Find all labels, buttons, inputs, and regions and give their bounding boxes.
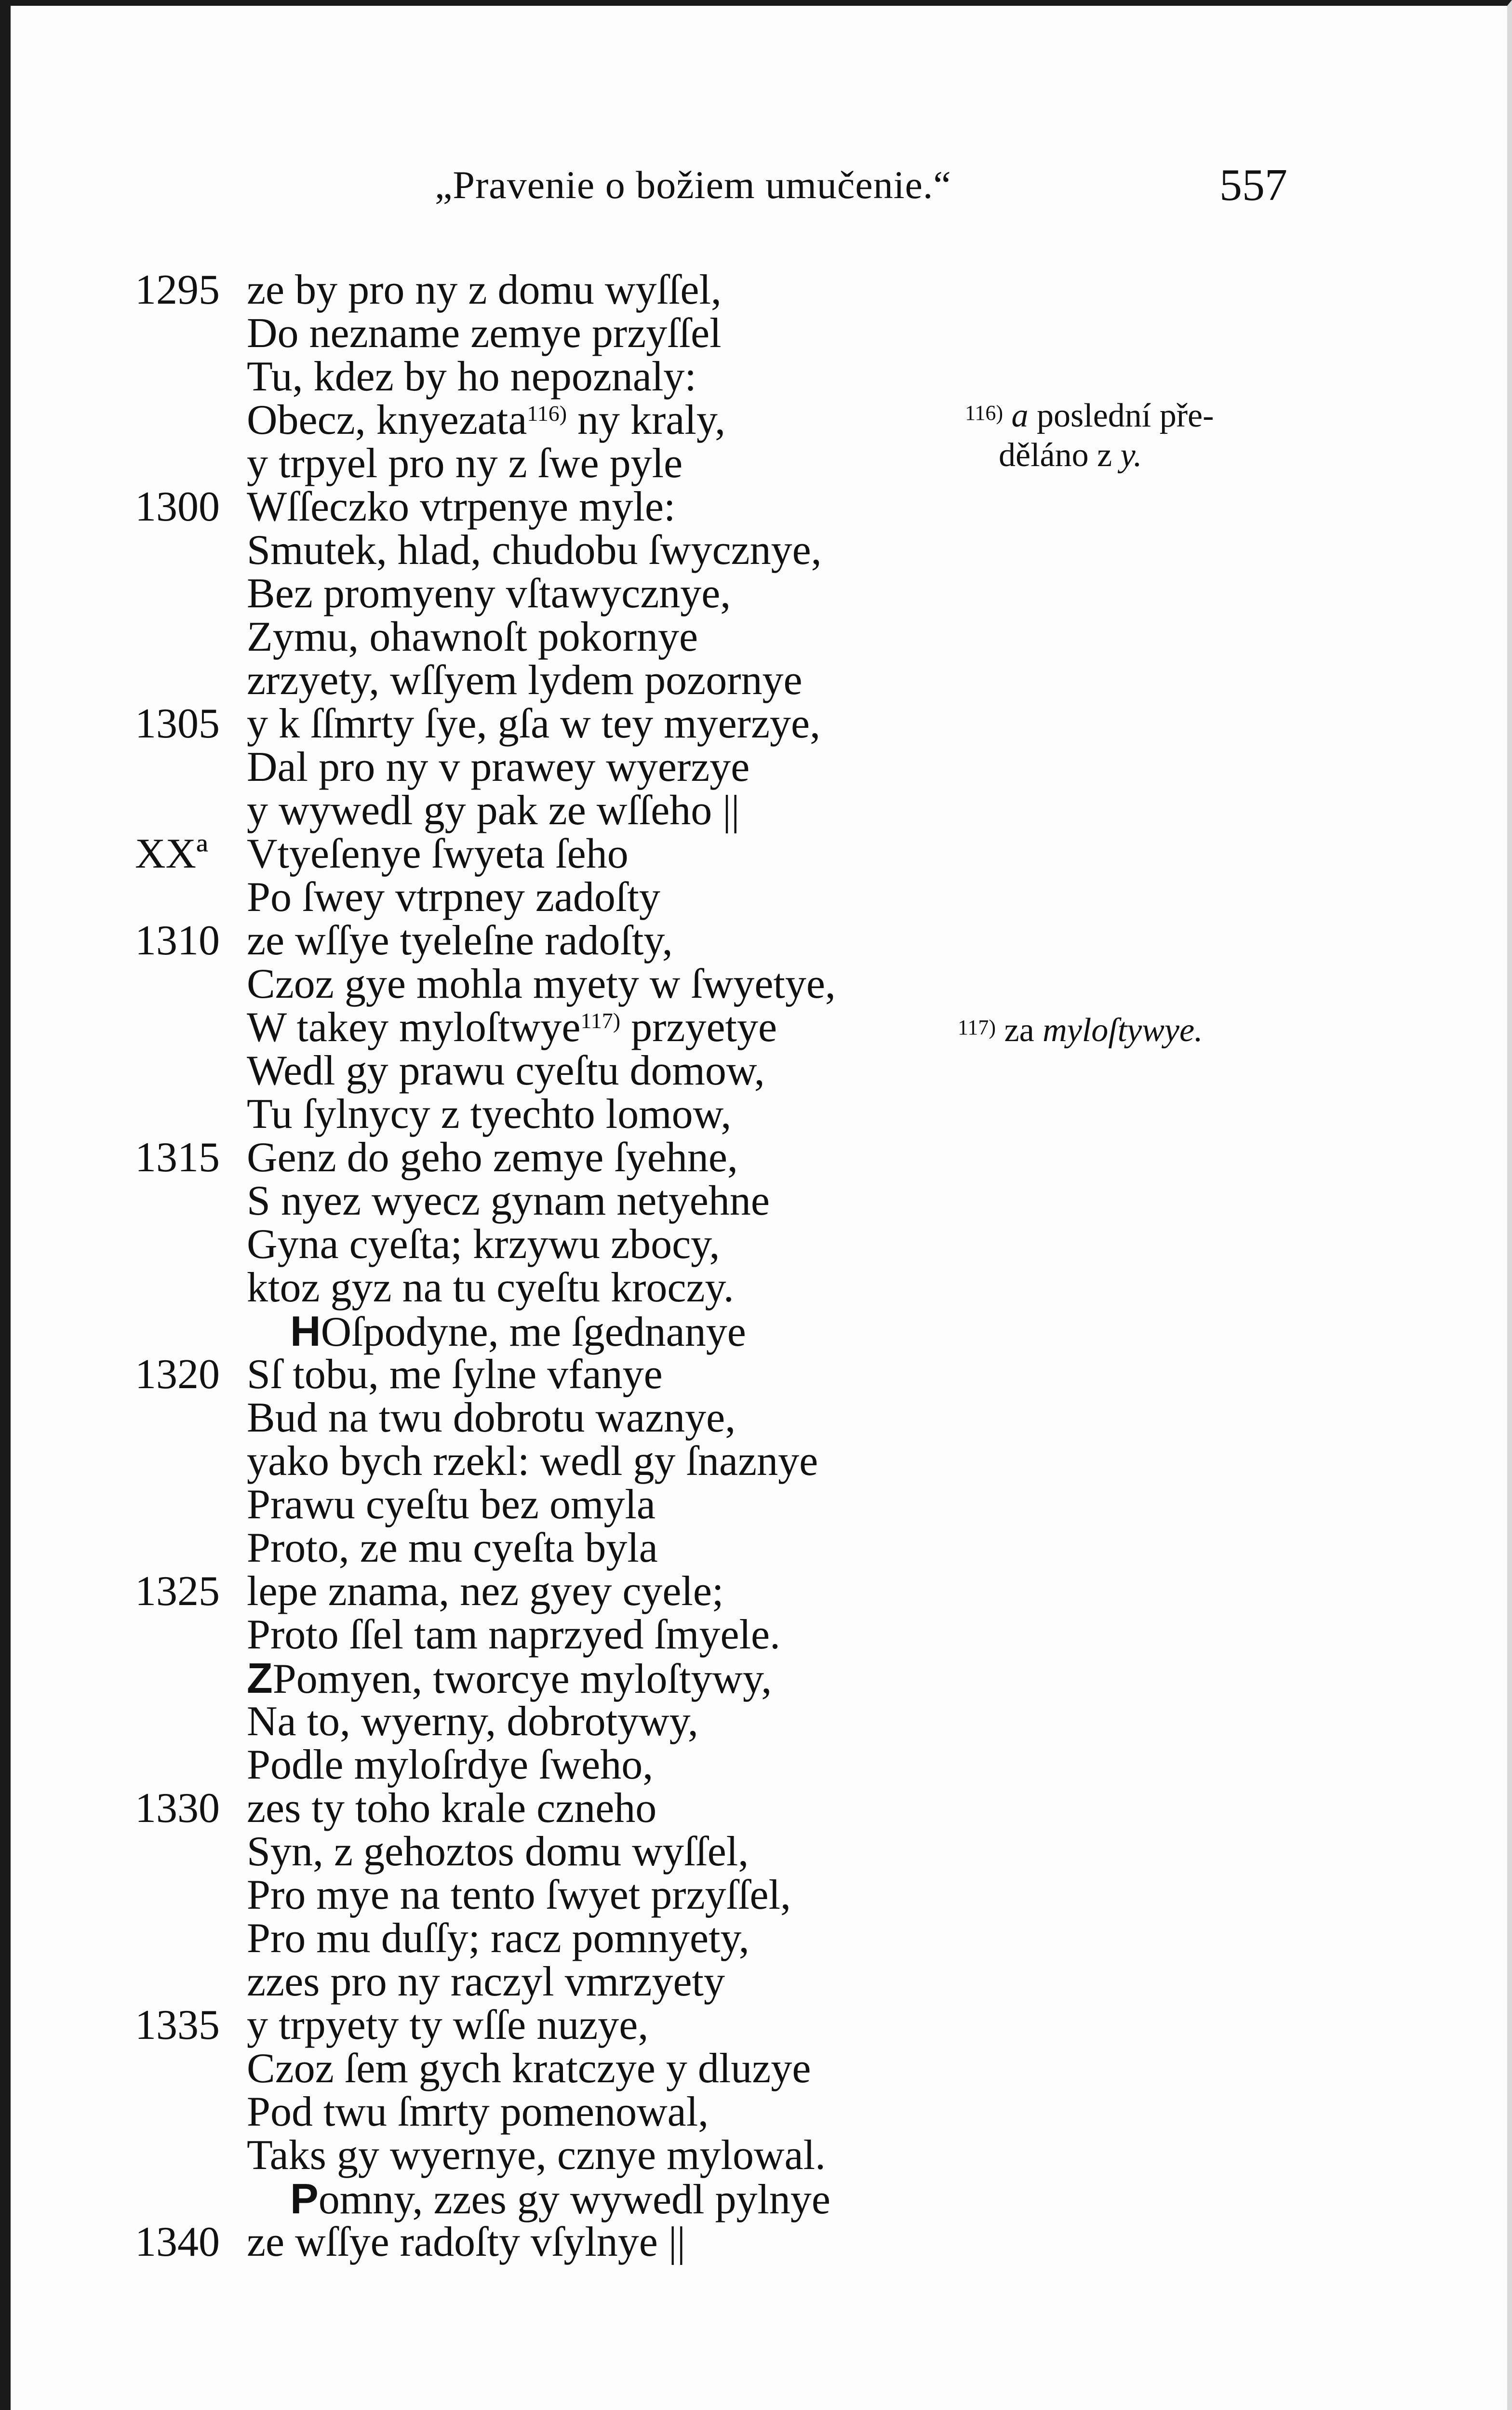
verse-fragment: omny, zzes gy wywedl pylnye — [318, 2176, 830, 2223]
verse-text — [247, 442, 682, 485]
verse-text — [247, 1743, 653, 1787]
verse-fragment: Bez promyeny vſtawycznye, — [247, 570, 731, 617]
verse-fragment: y trpyel pro ny z ſwe pyle — [247, 440, 683, 487]
verse-fragment: przyetye — [620, 1004, 777, 1051]
verse-fragment: zrzyety, wſſyem lydem pozornye — [247, 657, 803, 704]
verse-text — [247, 1223, 720, 1266]
verse-fragment: Prawu cyeſtu bez omyla — [247, 1481, 656, 1528]
verse-text — [247, 1483, 656, 1526]
line-number: 1340 — [135, 2219, 220, 2265]
verse-line — [11, 268, 1512, 312]
verse-fragment: Tu, kdez by ho nepoznaly: — [247, 353, 696, 400]
verse-fragment: Zymu, ohawnoſt pokornye — [247, 614, 698, 660]
footnote-number: 117) — [958, 1016, 996, 1039]
line-number: 1325 — [135, 1568, 220, 1615]
verse-text — [247, 529, 822, 572]
verse-text — [247, 1353, 663, 1396]
footnote-text: myloſtywye. — [1043, 1012, 1203, 1049]
verse-fragment: Obecz, knyezata — [247, 397, 527, 443]
verse-fragment: Bud na twu dobrotu waznye, — [247, 1394, 736, 1441]
verse-line — [11, 1874, 1512, 1917]
verse-line — [11, 702, 1512, 746]
verse-line — [11, 1396, 1512, 1440]
verse-text — [247, 1396, 736, 1440]
verse-line — [11, 2047, 1512, 2090]
verse-text — [290, 1307, 746, 1355]
verse-text — [247, 1874, 791, 1917]
verse-text — [290, 2177, 830, 2222]
verse-fragment: Do nezname zemye przyſſel — [247, 310, 722, 357]
verse-text — [247, 2004, 648, 2047]
verse-text — [247, 268, 722, 312]
verse-text — [247, 1654, 772, 1702]
verse-text — [247, 1787, 656, 1830]
line-number: 1295 — [135, 267, 220, 313]
verse-fragment: ktoz gyz na tu cyeſtu kroczy. — [247, 1264, 734, 1311]
verse-line — [11, 1136, 1512, 1179]
verse-fragment: Dal pro ny v prawey wyerzye — [247, 744, 750, 790]
verse-line — [11, 355, 1512, 399]
line-number: 1310 — [135, 917, 220, 964]
verse-text — [247, 702, 820, 746]
footnote-116 — [965, 396, 1214, 475]
verse-line — [11, 2221, 1512, 2264]
verse-fragment: Genz do geho zemye ſyehne, — [247, 1134, 738, 1181]
verse-line — [11, 1049, 1512, 1093]
verse-fragment: ze wſſye tyeleſne radoſty, — [247, 917, 673, 964]
verse-fragment: Na to, wyerny, dobrotywy, — [247, 1698, 698, 1745]
verse-line — [11, 616, 1512, 659]
footnote-reference: 117) — [580, 1008, 621, 1033]
footnote-text: a — [1011, 397, 1029, 434]
verse-fragment: y wywedl gy pak ze wſſeho || — [247, 787, 740, 834]
verse-line — [11, 789, 1512, 832]
verse-fragment: Po ſwey vtrpney zadoſty — [247, 874, 660, 921]
verse-line — [11, 876, 1512, 919]
verse-fragment: yako bych rzekl: wedl gy ſnaznye — [247, 1438, 818, 1485]
verse-line — [11, 919, 1512, 963]
verse-line — [11, 529, 1512, 572]
verse-fragment: Gyna cyeſta; krzywu zbocy, — [247, 1221, 720, 1268]
verse-fragment: Syn, z gehoztos domu wyſſel, — [247, 1828, 749, 1875]
line-number: 1300 — [135, 483, 220, 530]
verse-line — [11, 485, 1512, 529]
verse-fragment: zes ty toho krale czneho — [247, 1785, 657, 1832]
verse-text — [247, 1136, 738, 1179]
footnote-text: poslední pře- — [1028, 397, 1214, 434]
verse-line — [11, 659, 1512, 702]
verse-text — [247, 1917, 749, 1960]
line-number: 1330 — [135, 1785, 220, 1832]
verse-line — [11, 1440, 1512, 1483]
verse-line — [11, 1960, 1512, 2004]
verse-line — [11, 1307, 1512, 1355]
verse-fragment: Smutek, hlad, chudobu ſwycznye, — [247, 527, 822, 574]
verse-fragment: zzes pro ny raczyl vmrzyety — [247, 1958, 725, 2005]
verse-fragment: ny kraly, — [567, 397, 726, 443]
verse-text — [247, 355, 696, 399]
footnote-number: 116) — [965, 401, 1004, 425]
verse-text — [247, 616, 698, 659]
verse-line — [11, 2004, 1512, 2047]
line-number: 1305 — [135, 700, 220, 747]
verse-line — [11, 1223, 1512, 1266]
verse-line — [11, 1353, 1512, 1396]
verse-line — [11, 1179, 1512, 1223]
verse-fragment: Pomyen, tworcye myloſtywy, — [272, 1656, 772, 1702]
verse-fragment: Proto, ze mu cyeſta byla — [247, 1525, 658, 1571]
verse-fragment: Taks gy wyernye, cznye mylowal. — [247, 2132, 826, 2179]
verse-line — [11, 572, 1512, 616]
verse-text — [247, 2134, 826, 2177]
verse-line — [11, 1266, 1512, 1310]
verse-text — [247, 1440, 818, 1483]
verse-line — [11, 1526, 1512, 1570]
verse-block — [11, 268, 1512, 2264]
verse-fragment: Oſpodyne, me ſgednanye — [321, 1309, 746, 1355]
verse-line — [11, 2134, 1512, 2177]
verse-line — [11, 1654, 1512, 1702]
verse-line — [11, 1006, 1512, 1049]
verse-fragment: Sſ tobu, me ſylne vfanye — [247, 1351, 663, 1398]
verse-line — [11, 1787, 1512, 1830]
footnote-text: y. — [1120, 437, 1142, 474]
verse-fragment: Tu ſylnycy z tyechto lomow, — [247, 1091, 732, 1138]
initial-letter: P — [290, 2175, 319, 2223]
verse-line — [11, 1700, 1512, 1743]
verse-text — [247, 2090, 709, 2134]
verse-text — [247, 1830, 749, 1874]
verse-fragment: Czoz ſem gych kratczye y dluzye — [247, 2045, 811, 2092]
verse-text — [247, 399, 725, 442]
footnote-text: za — [996, 1012, 1043, 1049]
verse-text — [247, 312, 722, 355]
footnote-117 — [958, 1011, 1203, 1050]
initial-letter: H — [290, 1307, 321, 1355]
line-number: XXª — [135, 830, 208, 877]
verse-fragment: Wſſeczko vtrpenye myle: — [247, 483, 676, 530]
verse-text — [247, 1179, 770, 1223]
verse-fragment: Pod twu ſmrty pomenowal, — [247, 2089, 709, 2135]
verse-line — [11, 1483, 1512, 1526]
verse-fragment: y trpyety ty wſſe nuzye, — [247, 2002, 649, 2048]
verse-text — [247, 1006, 777, 1049]
verse-text — [247, 659, 803, 702]
verse-line — [11, 1830, 1512, 1874]
verse-fragment: y k ſſmrty ſye, gſa w tey myerzye, — [247, 700, 821, 747]
verse-text — [247, 2047, 811, 2090]
verse-text — [247, 1526, 658, 1570]
verse-text — [247, 963, 836, 1006]
running-title: „Pravenie o božiem umučenie.“ — [435, 163, 951, 207]
verse-text — [247, 1570, 723, 1613]
verse-line — [11, 2177, 1512, 2221]
verse-text — [247, 1613, 780, 1657]
verse-line — [11, 963, 1512, 1006]
verse-text — [247, 572, 731, 616]
verse-line — [11, 399, 1512, 442]
verse-line — [11, 1917, 1512, 1960]
verse-fragment: lepe znama, nez gyey cyele; — [247, 1568, 724, 1615]
verse-text — [247, 832, 629, 876]
verse-fragment: ze wſſye radoſty vſylnye || — [247, 2219, 686, 2265]
verse-fragment: Podle myloſrdye ſweho, — [247, 1741, 654, 1788]
verse-text — [247, 876, 660, 919]
verse-line — [11, 1570, 1512, 1613]
verse-text — [247, 789, 740, 832]
verse-text — [247, 485, 675, 529]
verse-fragment: ze by pro ny z domu wyſſel, — [247, 267, 722, 313]
footnote-reference: 116) — [527, 401, 567, 426]
verse-fragment: S nyez wyecz gynam netyehne — [247, 1178, 770, 1224]
verse-fragment: Vtyeſenye ſwyeta ſeho — [247, 830, 629, 877]
verse-text — [247, 2221, 685, 2264]
verse-fragment: Pro mu duſſy; racz pomnyety, — [247, 1915, 749, 1962]
line-number: 1315 — [135, 1134, 220, 1181]
verse-text — [247, 1700, 698, 1743]
verse-line — [11, 1743, 1512, 1787]
verse-line — [11, 2090, 1512, 2134]
verse-line — [11, 832, 1512, 876]
verse-fragment: Wedl gy prawu cyeſtu domow, — [247, 1047, 765, 1094]
verse-text — [247, 1093, 731, 1136]
footnote-text: děláno z — [999, 437, 1121, 474]
verse-text — [247, 746, 749, 789]
line-number: 1320 — [135, 1351, 220, 1398]
verse-text — [247, 1960, 725, 2004]
verse-line — [11, 442, 1512, 485]
verse-fragment: Pro mye na tento ſwyet przyſſel, — [247, 1872, 791, 1918]
verse-line — [11, 1093, 1512, 1136]
verse-line — [11, 746, 1512, 789]
verse-text — [247, 1049, 765, 1093]
verse-fragment: W takey myloſtwye — [247, 1004, 581, 1051]
initial-letter: Z — [247, 1654, 273, 1702]
verse-text — [247, 919, 673, 963]
verse-line — [11, 312, 1512, 355]
verse-fragment: Czoz gye mohla myety w ſwyetye, — [247, 961, 836, 1007]
page-number: 557 — [1219, 160, 1287, 210]
line-number: 1335 — [135, 2002, 220, 2048]
verse-fragment: Proto ſſel tam naprzyed ſmyele. — [247, 1611, 781, 1658]
verse-text — [247, 1266, 734, 1310]
verse-line — [11, 1613, 1512, 1657]
